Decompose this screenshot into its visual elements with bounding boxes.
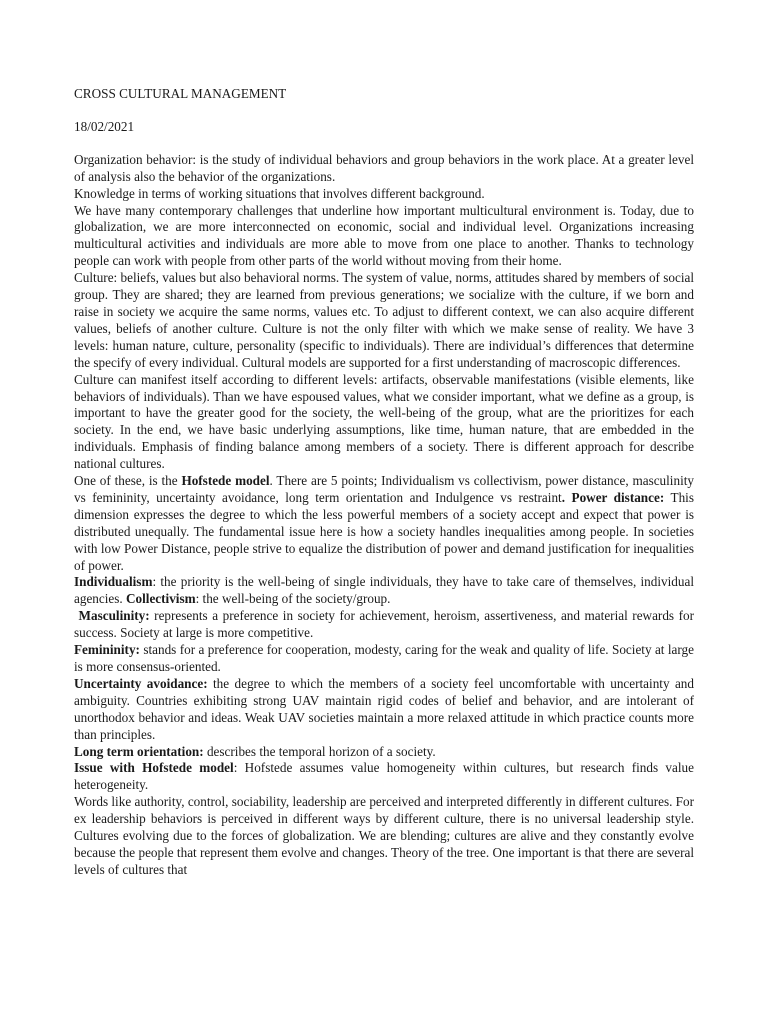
hofstede-issue-text: : Hofstede assumes value homogeneity within cultures, but research finds value heterogeneity. (74, 760, 694, 793)
power-distance-text: This dimension expresses the degree to which the less powerful members of a society accept and expect that power is distributed unequally. The fundamental issue here is how a society handles inequalities among people. In societies with low Power Distance, people strive to equalize the distribution of power and demand justification for inequalities of power. (74, 489, 694, 573)
hofstede-issue-term: Issue with Hofstede model (74, 760, 234, 776)
paragraph-words-perception: Words like authority, control, sociability, leadership are perceived and interpreted differently in different cultures. For ex leadership behaviors is perceived in different ways by different culture, there is no universal leadership style. Cultures evolving due to the forces of globalization. We are blending; cultures are alive and they constantly evolve because the people that represent them evolve and changes. Theory of the tree. One important is that there are several levels of cultures that (74, 794, 695, 877)
paragraph-masculinity (74, 608, 694, 642)
paragraph-hofstede-issue (74, 760, 694, 794)
document-body (74, 86, 694, 879)
paragraph-femininity (74, 642, 694, 676)
masculinity-text: represents a preference in society for achievement, heroism, assertiveness, and material rewards for success. Society at large is more competitive. (74, 608, 694, 641)
power-distance-term: . Power distance: (561, 489, 665, 505)
paragraph-knowledge: Knowledge in terms of working situations that involves different background. (74, 185, 485, 201)
hofstede-intro-text: One of these, is the (74, 473, 182, 489)
long-term-orientation-term: Long term orientation: (74, 743, 204, 759)
masculinity-term: Masculinity: (74, 608, 150, 624)
paragraph-organization-behavior: Organization behavior: is the study of individual behaviors and group behaviors in the work place. At a greater level of analysis also the behavior of the organizations. (74, 151, 694, 184)
individualism-text: : the priority is the well-being of single individuals, they have to take care of themselves, individual agencies. (74, 574, 694, 607)
paragraph-culture: Culture: beliefs, values but also behavioral norms. The system of value, norms, attitudes shared by members of social group. They are shared; they are learned from previous generations; we socialize with the culture, if we born and raise in society we acquire the same norms, values etc. To adjust to different context, we can also acquire different values, beliefs of another culture. Culture is not the only filter with which we make sense of reality. We have 3 levels: human nature, culture, personality (specific to individuals). There are individual’s differences that determine the specify of every individual. Cultural models are supported for a first understanding of macroscopic differences. (74, 270, 694, 370)
femininity-term: Femininity: (74, 642, 140, 658)
paragraph-challenges: We have many contemporary challenges that underline how important multicultural environment is. Today, due to globalization, we are more interconnected on economic, social and individual level. Organizations increasing multicultural activities and individuals are more able to move from one place to another. Thanks to technology people can work with people from other parts of the world without moving from their home. (74, 202, 694, 269)
femininity-text: stands for a preference for cooperation, modesty, caring for the weak and quality of life. Society at large is more consensus-oriented. (74, 642, 694, 674)
document-title: CROSS CULTURAL MANAGEMENT (74, 86, 287, 101)
uncertainty-avoidance-text: the degree to which the members of a society feel uncomfortable with uncertainty and ambiguity. Countries exhibiting strong UAV maintain rigid codes of belief and behavior, and are intolerant of unorthodox behavior and ideas. Weak UAV societies maintain a more relaxed attitude in which practice counts more than principles. (74, 675, 694, 742)
collectivism-term: Collectivism (126, 591, 196, 607)
hofstede-model-term: Hofstede model (181, 473, 270, 489)
document-date: 18/02/2021 (74, 118, 135, 134)
paragraph-culture-levels: Culture can manifest itself according to different levels: artifacts, observable manifestations (visible elements, like behaviors of individuals). Than we have espoused values, what we consider important, what we define as a group, is important to have the greater good for the society, the well-being of the group, what are the prioritizes for each society. In the end, we have basic underlying assumptions, like time, human nature, that are embedded in the individuals. Emphasis of finding balance among members of a society. There is different approach for describe national cultures. (74, 371, 694, 472)
long-term-orientation-text: describes the temporal horizon of a society. (203, 743, 436, 759)
paragraph-long-term-orientation (74, 744, 694, 761)
paragraph-uncertainty-avoidance (74, 676, 694, 744)
paragraph-hofstede (74, 473, 694, 574)
individualism-term: Individualism (74, 574, 153, 590)
hofstede-points-text: . There are 5 points; Individualism vs collectivism, power distance, masculinity vs femininity, uncertainty avoidance, long term orientation and Indulgence vs restraint (74, 473, 694, 505)
collectivism-text: : the well-being of the society/group. (195, 591, 391, 607)
uncertainty-avoidance-term: Uncertainty avoidance: (74, 675, 208, 691)
paragraph-individualism (74, 574, 694, 608)
